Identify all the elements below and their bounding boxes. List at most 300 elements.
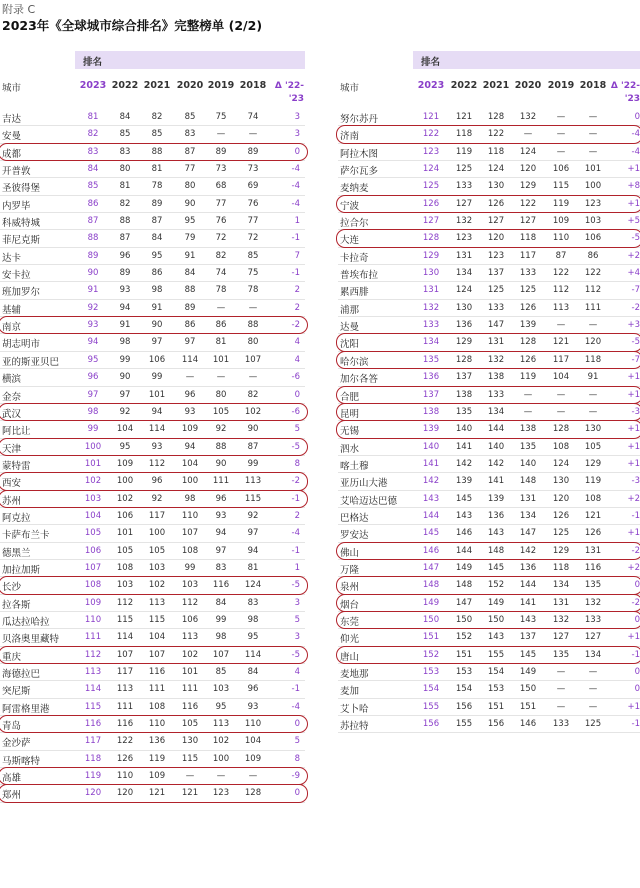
rank-2023-cell: 84 — [87, 164, 99, 175]
city-name: 班加罗尔 — [2, 287, 41, 299]
table-row — [0, 248, 305, 265]
rank-2023-cell: 122 — [422, 129, 440, 140]
year-column-header: 2018 — [579, 80, 607, 91]
table-row — [338, 525, 640, 542]
table-row — [0, 265, 305, 282]
table-row — [0, 595, 305, 612]
rank-cell: 98 — [184, 493, 196, 504]
rank-cell: 69 — [247, 181, 259, 192]
rank-cell: 86 — [184, 320, 196, 331]
rank-cell: 111 — [181, 684, 199, 695]
city-name: 拉各斯 — [2, 599, 31, 611]
rank-cell: 126 — [584, 528, 602, 539]
rank-change-cell: +1 — [627, 198, 640, 209]
table-row-highlighted — [0, 317, 305, 334]
rank-cell: 102 — [148, 580, 166, 591]
rank-cell: 74 — [247, 112, 259, 122]
rank-cell: 107 — [212, 649, 230, 660]
rank-2023-cell: 114 — [84, 684, 102, 695]
rank-cell: 86 — [151, 268, 163, 279]
rank-cell: 145 — [519, 649, 537, 660]
rank-change-cell: 7 — [294, 250, 300, 261]
rank-cell: 90 — [151, 320, 163, 331]
rank-change-cell: 5 — [294, 614, 300, 625]
rank-cell: 101 — [148, 389, 166, 400]
rank-cell: 98 — [215, 632, 227, 643]
rank-cell: 143 — [487, 632, 505, 643]
table-row — [0, 126, 305, 143]
rank-cell: 133 — [455, 181, 473, 192]
rank-cell: 130 — [181, 736, 199, 747]
rank-2023-cell: 101 — [84, 458, 102, 469]
city-name: 喀土穆 — [340, 460, 369, 472]
table-row — [338, 439, 640, 456]
table-row — [0, 543, 305, 560]
table-row — [0, 300, 305, 317]
rank-cell: 142 — [519, 545, 537, 556]
rank-2023-cell: 156 — [422, 719, 440, 730]
rank-change-cell: +1 — [627, 372, 640, 383]
city-name: 浦那 — [340, 304, 360, 316]
rank-cell: 96 — [119, 250, 131, 261]
rank-change-cell: -1 — [291, 268, 300, 279]
city-name: 合肥 — [340, 391, 360, 403]
rank-cell: 115 — [116, 614, 134, 625]
rank-cell: 104 — [148, 632, 166, 643]
rank-cell: 87 — [247, 441, 259, 452]
rank-cell: 124 — [455, 285, 473, 296]
rank-cell: 135 — [552, 649, 570, 660]
rank-change-cell: -9 — [291, 771, 300, 782]
table-row — [0, 664, 305, 681]
delta-column-header: Δ '22- '23 — [274, 81, 304, 104]
rank-change-cell: +3 — [627, 320, 640, 331]
city-name: 阿拉木图 — [340, 148, 379, 160]
rank-2023-cell: 110 — [84, 614, 102, 625]
table-row — [338, 265, 640, 282]
rank-cell: 135 — [519, 441, 537, 452]
rank-cell: 154 — [455, 684, 473, 695]
city-name: 贝洛奥里藏特 — [2, 634, 60, 646]
rank-cell: 131 — [487, 337, 505, 348]
city-name: 济南 — [340, 131, 360, 143]
year-column-header: 2019 — [207, 80, 235, 91]
rank-cell: 75 — [247, 268, 259, 279]
rank-change-cell: 0 — [294, 146, 300, 157]
rank-cell: 154 — [487, 667, 505, 677]
rank-cell: 90 — [247, 424, 259, 435]
city-name: 泉州 — [340, 582, 360, 594]
rank-cell: 148 — [519, 476, 537, 487]
rank-cell: 142 — [455, 458, 473, 469]
table-row — [338, 629, 640, 646]
rank-2023-cell: 87 — [87, 216, 99, 227]
rank-cell: 125 — [584, 719, 602, 730]
rank-2023-cell: 121 — [422, 112, 440, 122]
rank-cell: 115 — [552, 181, 570, 192]
column-header-row — [338, 78, 640, 104]
rank-2023-cell: 144 — [422, 510, 440, 521]
rank-cell: 136 — [148, 736, 166, 747]
rank-cell: 105 — [148, 545, 166, 556]
rank-cell: 125 — [519, 285, 537, 296]
rank-cell: 135 — [584, 580, 602, 591]
rank-change-cell: -5 — [631, 337, 640, 348]
rank-cell: 101 — [584, 164, 602, 175]
rank-cell: 75 — [215, 112, 227, 122]
rank-change-cell: -1 — [291, 684, 300, 695]
rank-cell: 87 — [151, 216, 163, 227]
table-row — [0, 508, 305, 525]
rank-cell: 131 — [552, 597, 570, 608]
rank-header-label: 排名 — [83, 57, 103, 68]
rank-change-cell: 1 — [294, 216, 300, 227]
rank-cell: 98 — [247, 614, 259, 625]
city-name: 无锡 — [340, 426, 360, 438]
table-row — [0, 387, 305, 404]
table-row — [0, 334, 305, 351]
rank-cell: 68 — [215, 181, 227, 192]
rank-cell: 144 — [487, 424, 505, 435]
rank-change-cell: -5 — [291, 441, 300, 452]
rank-cell: 82 — [215, 250, 227, 261]
rank-change-cell: -3 — [631, 476, 640, 487]
rank-cell: 141 — [487, 476, 505, 487]
rank-cell: 111 — [584, 302, 602, 313]
rank-cell: 84 — [151, 233, 163, 244]
rank-2023-cell: 90 — [87, 268, 99, 279]
rank-cell: 147 — [455, 597, 473, 608]
rank-change-cell: -4 — [291, 181, 300, 192]
table-row — [338, 161, 640, 178]
rank-cell: 90 — [215, 458, 227, 469]
city-name: 苏州 — [2, 495, 22, 507]
rank-cell: 123 — [455, 233, 473, 244]
rank-cell: 103 — [584, 216, 602, 227]
rank-2023-cell: 109 — [84, 597, 102, 608]
city-name: 努尔苏丹 — [340, 114, 379, 125]
rank-cell: 151 — [519, 701, 537, 712]
rank-cell: 93 — [215, 510, 227, 521]
rank-cell: 122 — [519, 198, 537, 209]
rank-cell: 130 — [552, 476, 570, 487]
rank-2023-cell: 120 — [84, 788, 102, 799]
rank-change-cell: 0 — [294, 389, 300, 400]
rank-cell: 113 — [148, 597, 166, 608]
year-column-header: 2020 — [176, 80, 204, 91]
rank-cell: 82 — [119, 198, 131, 209]
rank-cell: 129 — [552, 545, 570, 556]
rank-cell: 147 — [519, 528, 537, 539]
rank-cell: 134 — [584, 649, 602, 660]
table-row-highlighted — [338, 196, 640, 213]
rank-cell: 118 — [584, 354, 602, 365]
table-row-highlighted — [0, 439, 305, 456]
rank-change-cell: 2 — [294, 285, 300, 296]
rank-cell: — — [588, 406, 598, 417]
city-name: 武汉 — [2, 408, 22, 420]
rank-change-cell: -1 — [631, 719, 640, 730]
rank-cell: 150 — [519, 684, 537, 695]
rank-2023-cell: 128 — [422, 233, 440, 244]
rank-cell: 85 — [184, 112, 196, 122]
rank-cell: 115 — [148, 614, 166, 625]
table-row — [338, 681, 640, 698]
rank-cell: 139 — [455, 476, 473, 487]
rank-change-cell: -2 — [291, 476, 300, 487]
city-name: 苏拉特 — [340, 721, 369, 733]
rank-cell: 83 — [215, 562, 227, 573]
table-row-highlighted — [338, 352, 640, 369]
rank-cell: 85 — [119, 129, 131, 140]
rank-cell: 155 — [487, 649, 505, 660]
rank-2023-cell: 129 — [422, 250, 440, 261]
city-name: 圣彼得堡 — [2, 183, 41, 195]
rank-cell: 140 — [519, 458, 537, 469]
rank-cell: 127 — [552, 632, 570, 643]
rank-2023-cell: 146 — [422, 545, 440, 556]
year-column-header: 2022 — [450, 80, 478, 91]
table-row — [0, 109, 305, 126]
rank-change-cell: 0 — [634, 580, 640, 591]
rank-cell: 101 — [181, 667, 199, 677]
rank-cell: 101 — [212, 354, 230, 365]
rank-cell: — — [556, 406, 566, 417]
city-name: 蒙特雷 — [2, 460, 31, 472]
rank-cell: 125 — [455, 164, 473, 175]
rank-cell: 91 — [151, 302, 163, 313]
rank-cell: 134 — [487, 406, 505, 417]
city-name: 烟台 — [340, 599, 360, 611]
rank-cell: 144 — [519, 580, 537, 591]
rank-2023-cell: 140 — [422, 441, 440, 452]
rank-cell: — — [588, 684, 598, 695]
rank-cell: 92 — [247, 510, 259, 521]
table-row-highlighted — [338, 126, 640, 143]
rank-cell: 81 — [151, 164, 163, 175]
city-name: 麦地那 — [340, 669, 369, 680]
rank-cell: 115 — [181, 753, 199, 764]
rank-2023-cell: 137 — [422, 389, 440, 400]
rank-cell: 149 — [487, 597, 505, 608]
rank-2023-cell: 134 — [422, 337, 440, 348]
rank-cell: 127 — [584, 632, 602, 643]
rank-cell: — — [588, 667, 598, 677]
rank-2023-cell: 100 — [84, 441, 102, 452]
city-name: 巴格达 — [340, 512, 369, 524]
city-name: 大连 — [340, 235, 360, 247]
rank-cell: 102 — [244, 406, 262, 417]
rank-cell: 112 — [552, 285, 570, 296]
rank-cell: 152 — [487, 580, 505, 591]
city-column-header: 城市 — [340, 83, 360, 94]
table-body — [338, 109, 640, 733]
rank-2023-cell: 124 — [422, 164, 440, 175]
rank-cell: 89 — [151, 198, 163, 209]
rank-cell: 101 — [116, 528, 134, 539]
rank-2023-cell: 96 — [87, 372, 99, 383]
rank-2023-cell: 119 — [84, 771, 102, 782]
rank-change-cell: +1 — [627, 424, 640, 435]
rank-cell: 150 — [487, 614, 505, 625]
rank-cell: 143 — [519, 614, 537, 625]
rank-cell: 110 — [181, 510, 199, 521]
rank-change-cell: -6 — [291, 372, 300, 383]
city-name: 阿比让 — [2, 426, 31, 438]
rank-cell: 137 — [519, 632, 537, 643]
rank-cell: 108 — [584, 493, 602, 504]
rank-2023-cell: 108 — [84, 580, 102, 591]
rank-2023-cell: 132 — [422, 302, 440, 313]
rank-cell: 105 — [116, 545, 134, 556]
city-name: 佛山 — [340, 547, 360, 559]
rank-cell: 87 — [555, 250, 567, 261]
rank-cell: 99 — [184, 562, 196, 573]
rank-cell: 72 — [247, 233, 259, 244]
rank-cell: 81 — [119, 181, 131, 192]
table-row-highlighted — [338, 334, 640, 351]
rank-cell: 118 — [552, 562, 570, 573]
rank-cell: 106 — [552, 164, 570, 175]
table-row — [338, 109, 640, 126]
rank-change-cell: +2 — [627, 562, 640, 573]
city-name: 东莞 — [340, 616, 360, 628]
rank-cell: 91 — [587, 372, 599, 383]
rank-cell: 117 — [552, 354, 570, 365]
city-name: 沈阳 — [340, 339, 360, 351]
rank-cell: 136 — [455, 320, 473, 331]
rank-change-cell: +2 — [627, 250, 640, 261]
rank-change-cell: +1 — [627, 632, 640, 643]
rank-cell: 113 — [212, 719, 230, 730]
rank-cell: 139 — [519, 320, 537, 331]
rank-change-cell: +1 — [627, 441, 640, 452]
rank-header-label: 排名 — [421, 57, 441, 68]
table-row — [0, 699, 305, 716]
rank-cell: 105 — [212, 406, 230, 417]
table-row — [0, 282, 305, 299]
table-row — [0, 421, 305, 438]
rank-cell: 90 — [184, 198, 196, 209]
city-name: 仰光 — [340, 634, 360, 646]
rank-cell: 96 — [247, 684, 259, 695]
rank-cell: — — [588, 320, 598, 331]
rank-cell: 89 — [215, 146, 227, 157]
rank-cell: 73 — [247, 164, 259, 175]
rank-cell: 84 — [247, 667, 259, 677]
city-name: 拉合尔 — [340, 218, 369, 230]
city-name: 达卡 — [2, 252, 22, 264]
rank-change-cell: -4 — [291, 198, 300, 209]
rank-change-cell: -4 — [291, 528, 300, 539]
rank-change-cell: +1 — [627, 389, 640, 400]
city-name: 加拉加斯 — [2, 564, 41, 576]
rank-header-band — [413, 51, 640, 69]
rank-cell: 137 — [455, 372, 473, 383]
rank-cell: 100 — [181, 476, 199, 487]
rank-cell: 121 — [148, 788, 166, 799]
rank-cell: 118 — [455, 129, 473, 140]
rank-cell: 87 — [119, 233, 131, 244]
rank-cell: 94 — [215, 528, 227, 539]
city-name: 横滨 — [2, 374, 22, 386]
rank-change-cell: -2 — [631, 302, 640, 313]
city-name: 内罗毕 — [2, 200, 31, 212]
rank-cell: 110 — [552, 233, 570, 244]
rank-cell: 98 — [151, 285, 163, 296]
rank-cell: — — [556, 684, 566, 695]
rank-change-cell: 2 — [294, 302, 300, 313]
rank-2023-cell: 98 — [87, 406, 99, 417]
rank-2023-cell: 136 — [422, 372, 440, 383]
rank-cell: 102 — [181, 649, 199, 660]
rank-cell: 123 — [212, 788, 230, 799]
rank-2023-cell: 89 — [87, 250, 99, 261]
rank-cell: — — [523, 406, 533, 417]
rank-cell: 86 — [215, 320, 227, 331]
rank-change-cell: 1 — [294, 562, 300, 573]
city-name: 万隆 — [340, 564, 360, 576]
rank-cell: 82 — [151, 112, 163, 122]
rank-cell: 98 — [119, 337, 131, 348]
year-column-header: 2021 — [143, 80, 171, 91]
rank-change-cell: -4 — [631, 129, 640, 140]
rank-cell: 140 — [455, 424, 473, 435]
rank-cell: 94 — [184, 441, 196, 452]
year-column-header: 2023 — [417, 80, 445, 91]
rank-cell: 122 — [584, 268, 602, 279]
rank-cell: 143 — [455, 510, 473, 521]
rank-change-cell: -1 — [291, 493, 300, 504]
rank-cell: — — [216, 372, 226, 383]
rank-cell: 88 — [119, 216, 131, 227]
rank-cell: 77 — [184, 164, 196, 175]
city-name: 开普敦 — [2, 166, 31, 178]
rank-cell: 81 — [247, 562, 259, 573]
year-column-header: 2018 — [239, 80, 267, 91]
rank-change-cell: 3 — [294, 597, 300, 608]
rank-2023-cell: 86 — [87, 198, 99, 209]
rank-cell: — — [588, 146, 598, 157]
city-name: 卡萨布兰卡 — [2, 530, 50, 542]
rank-cell: 76 — [247, 198, 259, 209]
rank-cell: 103 — [181, 580, 199, 591]
rank-cell: 95 — [215, 701, 227, 712]
rank-cell: 109 — [116, 458, 134, 469]
rank-2023-cell: 107 — [84, 562, 102, 573]
table-row — [338, 664, 640, 681]
rank-cell: — — [248, 771, 258, 782]
rank-2023-cell: 141 — [422, 458, 440, 469]
rank-cell: 146 — [519, 719, 537, 730]
table-row — [0, 681, 305, 698]
rank-2023-cell: 151 — [422, 632, 440, 643]
rank-cell: 78 — [247, 285, 259, 296]
rank-cell: — — [556, 389, 566, 400]
rank-cell: 145 — [487, 562, 505, 573]
table-row — [338, 699, 640, 716]
rank-2023-cell: 143 — [422, 493, 440, 504]
rank-cell: 119 — [519, 372, 537, 383]
rank-change-cell: 0 — [294, 719, 300, 730]
table-row-highlighted — [0, 716, 305, 733]
rank-cell: 95 — [184, 216, 196, 227]
rank-cell: 120 — [584, 337, 602, 348]
rank-2023-cell: 91 — [87, 285, 99, 296]
delta-column-header: Δ '22- '23 — [610, 81, 640, 104]
rank-cell: 111 — [212, 476, 230, 487]
rank-change-cell: -2 — [291, 320, 300, 331]
